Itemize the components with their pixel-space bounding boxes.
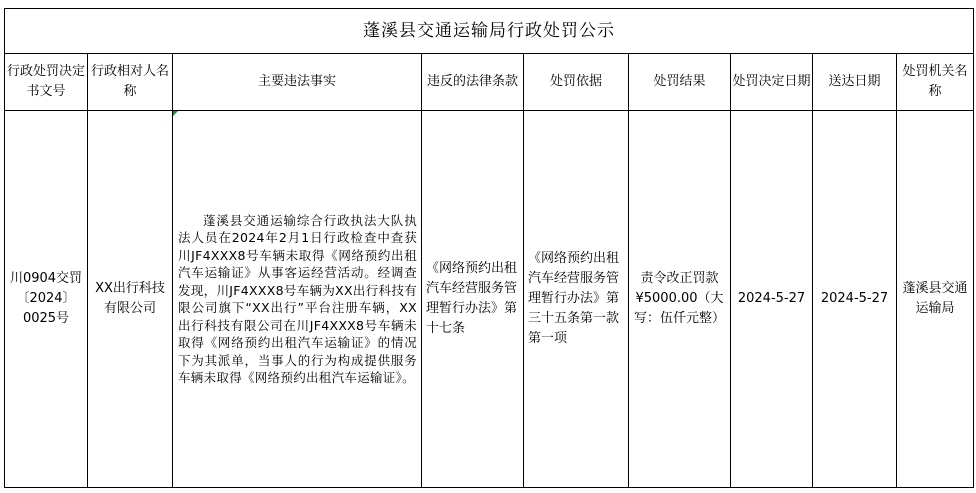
header-violated-law: 违反的法律条款 bbox=[422, 54, 524, 111]
record-result: 责令改正罚款¥5000.00（大写：伍仟元整） bbox=[629, 111, 731, 488]
record-facts: 蓬溪县交通运输综合行政执法大队执法人员在2024年2月1日行政检查中查获川JF4XXX8号车辆未取得《网络预约出租汽车运输证》从事客运经营活动。经调查发现，川JF4XXX8号车辆为XX出行科技有限公司旗下“XX出行”平台注册车辆，XX出行科技有限公司在川JF4XXX8号车辆未取得《网络预约出租汽车运输证》的情况下为其派单，当事人的行为构成提供服务车辆未取得《网络预约出租汽车运输证》。 bbox=[178, 212, 417, 385]
record-authority: 蓬溪县交通运输局 bbox=[897, 111, 974, 488]
record-decision-date: 2024-5-27 bbox=[731, 111, 813, 488]
header-facts: 主要违法事实 bbox=[173, 54, 422, 111]
header-row bbox=[5, 54, 974, 111]
header-party: 行政相对人名称 bbox=[88, 54, 173, 111]
record-facts-cell bbox=[173, 111, 422, 488]
record-basis: 《网络预约出租汽车经营服务管理暂行办法》第三十五条第一款第一项 bbox=[524, 111, 629, 488]
notice-title: 蓬溪县交通运输局行政处罚公示 bbox=[5, 9, 974, 54]
record-row bbox=[5, 111, 974, 488]
penalty-notice-table bbox=[4, 8, 974, 488]
record-doc-no: 川0904交罚〔2024〕0025号 bbox=[5, 111, 88, 488]
header-delivery-date: 送达日期 bbox=[813, 54, 897, 111]
header-decision-date: 处罚决定日期 bbox=[731, 54, 813, 111]
header-authority: 处罚机关名称 bbox=[897, 54, 974, 111]
header-result: 处罚结果 bbox=[629, 54, 731, 111]
header-doc-no: 行政处罚决定书文号 bbox=[5, 54, 88, 111]
record-party: XX出行科技有限公司 bbox=[88, 111, 173, 488]
header-basis: 处罚依据 bbox=[524, 54, 629, 111]
record-delivery-date: 2024-5-27 bbox=[813, 111, 897, 488]
comment-marker-icon bbox=[173, 111, 178, 116]
title-row bbox=[5, 9, 974, 54]
record-violated-law: 《网络预约出租汽车经营服务管理暂行办法》第十七条 bbox=[422, 111, 524, 488]
